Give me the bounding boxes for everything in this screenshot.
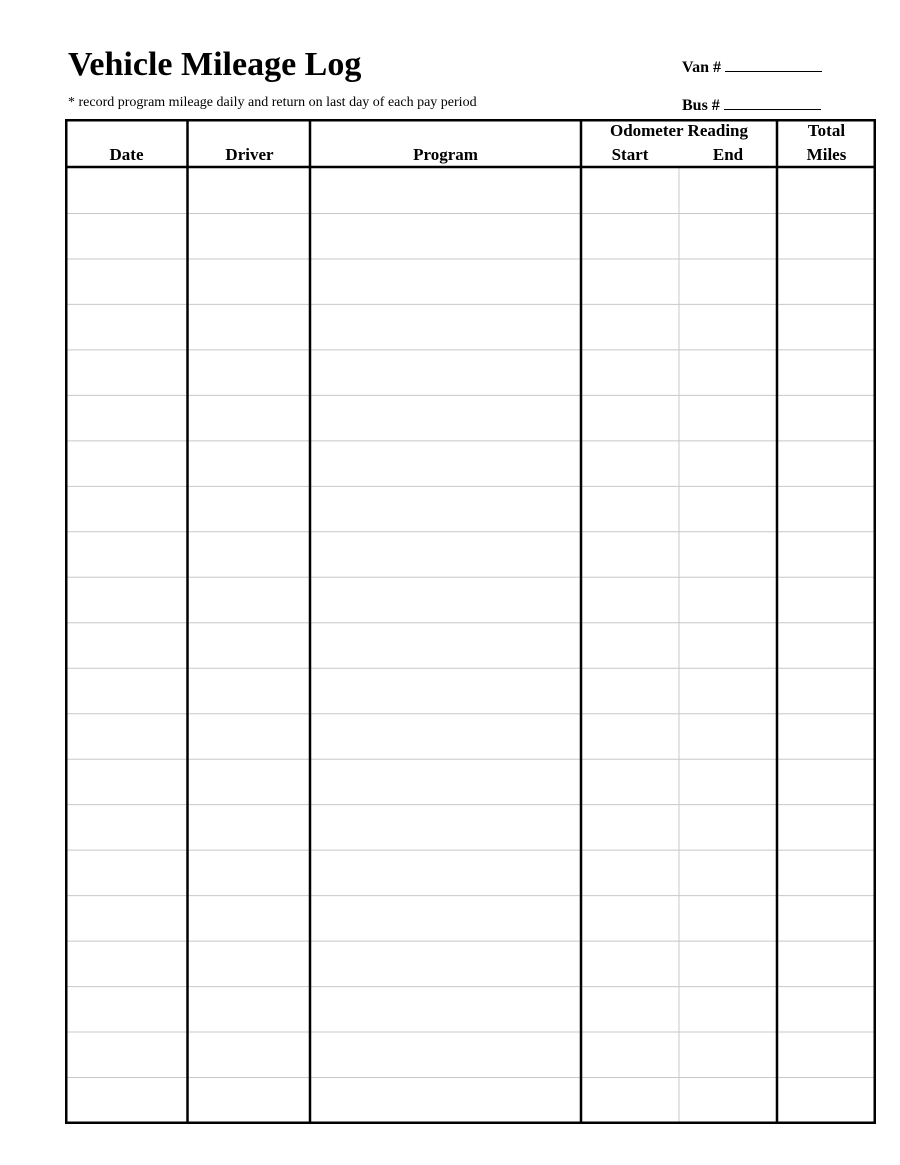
program-cell[interactable]	[310, 304, 581, 349]
date-cell[interactable]	[65, 850, 188, 895]
page-title: Vehicle Mileage Log	[68, 46, 362, 83]
date-cell[interactable]	[65, 941, 188, 986]
bus-label: Bus #	[682, 97, 720, 114]
odometer-start-cell[interactable]	[581, 395, 679, 440]
column-header-odometer: Odometer Reading	[609, 121, 749, 140]
odometer-start-cell[interactable]	[581, 987, 679, 1032]
driver-cell[interactable]	[188, 168, 310, 213]
odometer-start-cell[interactable]	[581, 759, 679, 804]
table-row	[65, 896, 876, 941]
date-cell[interactable]	[65, 304, 188, 349]
odometer-start-cell[interactable]	[581, 486, 679, 531]
table-row	[65, 1032, 876, 1077]
date-cell[interactable]	[65, 213, 188, 258]
driver-cell[interactable]	[188, 532, 310, 577]
total-miles-cell[interactable]	[777, 213, 876, 258]
odometer-start-cell[interactable]	[581, 941, 679, 986]
total-miles-cell[interactable]	[777, 395, 876, 440]
odometer-end-cell[interactable]	[679, 213, 777, 258]
table-row	[65, 168, 876, 213]
instruction-note: * record program mileage daily and return on last day of each pay period	[68, 95, 477, 110]
program-cell[interactable]	[310, 441, 581, 486]
program-cell[interactable]	[310, 395, 581, 440]
odometer-end-cell[interactable]	[679, 668, 777, 713]
table-row	[65, 304, 876, 349]
odometer-end-cell[interactable]	[679, 441, 777, 486]
odometer-start-cell[interactable]	[581, 896, 679, 941]
driver-cell[interactable]	[188, 805, 310, 850]
program-cell[interactable]	[310, 850, 581, 895]
driver-cell[interactable]	[188, 850, 310, 895]
total-miles-cell[interactable]	[777, 896, 876, 941]
program-cell[interactable]	[310, 805, 581, 850]
date-cell[interactable]	[65, 486, 188, 531]
date-cell[interactable]	[65, 623, 188, 668]
total-miles-cell[interactable]	[777, 259, 876, 304]
total-miles-cell[interactable]	[777, 577, 876, 622]
date-cell[interactable]	[65, 395, 188, 440]
table-row	[65, 259, 876, 304]
date-cell[interactable]	[65, 532, 188, 577]
odometer-start-cell[interactable]	[581, 714, 679, 759]
total-miles-cell[interactable]	[777, 168, 876, 213]
driver-cell[interactable]	[188, 759, 310, 804]
program-cell[interactable]	[310, 1078, 581, 1123]
table-row	[65, 350, 876, 395]
column-header-start: Start	[611, 145, 649, 164]
odometer-start-cell[interactable]	[581, 1078, 679, 1123]
odometer-end-cell[interactable]	[679, 759, 777, 804]
total-miles-cell[interactable]	[777, 1078, 876, 1123]
total-miles-cell[interactable]	[777, 1032, 876, 1077]
table-row	[65, 850, 876, 895]
program-cell[interactable]	[310, 1032, 581, 1077]
driver-cell[interactable]	[188, 1078, 310, 1123]
program-cell[interactable]	[310, 350, 581, 395]
driver-cell[interactable]	[188, 213, 310, 258]
program-cell[interactable]	[310, 668, 581, 713]
date-cell[interactable]	[65, 1032, 188, 1077]
total-miles-cell[interactable]	[777, 941, 876, 986]
odometer-start-cell[interactable]	[581, 623, 679, 668]
van-number-blank[interactable]	[725, 57, 822, 72]
table-row	[65, 623, 876, 668]
program-cell[interactable]	[310, 759, 581, 804]
driver-cell[interactable]	[188, 395, 310, 440]
driver-cell[interactable]	[188, 623, 310, 668]
table-row	[65, 805, 876, 850]
date-cell[interactable]	[65, 668, 188, 713]
odometer-start-cell[interactable]	[581, 577, 679, 622]
column-header-date: Date	[109, 145, 144, 164]
odometer-end-cell[interactable]	[679, 714, 777, 759]
program-cell[interactable]	[310, 486, 581, 531]
table-row	[65, 987, 876, 1032]
column-header-program: Program	[413, 145, 478, 164]
bus-number-field[interactable]	[682, 95, 821, 115]
total-miles-cell[interactable]	[777, 850, 876, 895]
driver-cell[interactable]	[188, 441, 310, 486]
odometer-end-cell[interactable]	[679, 259, 777, 304]
column-header-driver: Driver	[225, 145, 274, 164]
date-cell[interactable]	[65, 714, 188, 759]
driver-cell[interactable]	[188, 1032, 310, 1077]
program-cell[interactable]	[310, 532, 581, 577]
total-miles-cell[interactable]	[777, 441, 876, 486]
program-cell[interactable]	[310, 259, 581, 304]
program-cell[interactable]	[310, 623, 581, 668]
column-header-total: Total	[807, 121, 846, 140]
odometer-start-cell[interactable]	[581, 532, 679, 577]
program-cell[interactable]	[310, 168, 581, 213]
odometer-end-cell[interactable]	[679, 941, 777, 986]
odometer-start-cell[interactable]	[581, 805, 679, 850]
table-row	[65, 941, 876, 986]
odometer-start-cell[interactable]	[581, 168, 679, 213]
program-cell[interactable]	[310, 987, 581, 1032]
odometer-start-cell[interactable]	[581, 441, 679, 486]
table-row	[65, 668, 876, 713]
date-cell[interactable]	[65, 168, 188, 213]
column-header-end: End	[712, 145, 744, 164]
mileage-log-table	[65, 119, 876, 1124]
driver-cell[interactable]	[188, 486, 310, 531]
odometer-end-cell[interactable]	[679, 896, 777, 941]
date-cell[interactable]	[65, 577, 188, 622]
program-cell[interactable]	[310, 941, 581, 986]
driver-cell[interactable]	[188, 259, 310, 304]
odometer-end-cell[interactable]	[679, 850, 777, 895]
bus-number-blank[interactable]	[724, 95, 821, 110]
odometer-start-cell[interactable]	[581, 213, 679, 258]
odometer-end-cell[interactable]	[679, 577, 777, 622]
program-cell[interactable]	[310, 577, 581, 622]
program-cell[interactable]	[310, 213, 581, 258]
table-row	[65, 486, 876, 531]
program-cell[interactable]	[310, 714, 581, 759]
driver-cell[interactable]	[188, 577, 310, 622]
table-row	[65, 441, 876, 486]
van-label: Van #	[682, 59, 721, 76]
date-cell[interactable]	[65, 1078, 188, 1123]
odometer-end-cell[interactable]	[679, 1078, 777, 1123]
driver-cell[interactable]	[188, 714, 310, 759]
total-miles-cell[interactable]	[777, 714, 876, 759]
total-miles-cell[interactable]	[777, 623, 876, 668]
column-header-miles: Miles	[806, 145, 847, 164]
odometer-end-cell[interactable]	[679, 168, 777, 213]
table-row	[65, 395, 876, 440]
driver-cell[interactable]	[188, 941, 310, 986]
odometer-end-cell[interactable]	[679, 532, 777, 577]
driver-cell[interactable]	[188, 987, 310, 1032]
total-miles-cell[interactable]	[777, 532, 876, 577]
table-row	[65, 759, 876, 804]
date-cell[interactable]	[65, 805, 188, 850]
date-cell[interactable]	[65, 259, 188, 304]
odometer-end-cell[interactable]	[679, 987, 777, 1032]
program-cell[interactable]	[310, 896, 581, 941]
odometer-end-cell[interactable]	[679, 350, 777, 395]
table-row	[65, 577, 876, 622]
odometer-start-cell[interactable]	[581, 350, 679, 395]
table-row	[65, 714, 876, 759]
odometer-end-cell[interactable]	[679, 395, 777, 440]
odometer-end-cell[interactable]	[679, 486, 777, 531]
odometer-start-cell[interactable]	[581, 850, 679, 895]
date-cell[interactable]	[65, 441, 188, 486]
table-row	[65, 532, 876, 577]
table-body	[65, 168, 876, 1124]
driver-cell[interactable]	[188, 896, 310, 941]
driver-cell[interactable]	[188, 350, 310, 395]
odometer-start-cell[interactable]	[581, 304, 679, 349]
odometer-start-cell[interactable]	[581, 1032, 679, 1077]
date-cell[interactable]	[65, 896, 188, 941]
total-miles-cell[interactable]	[777, 668, 876, 713]
total-miles-cell[interactable]	[777, 805, 876, 850]
odometer-start-cell[interactable]	[581, 259, 679, 304]
driver-cell[interactable]	[188, 668, 310, 713]
total-miles-cell[interactable]	[777, 350, 876, 395]
odometer-end-cell[interactable]	[679, 1032, 777, 1077]
odometer-end-cell[interactable]	[679, 304, 777, 349]
total-miles-cell[interactable]	[777, 304, 876, 349]
van-number-field[interactable]	[682, 57, 822, 77]
odometer-start-cell[interactable]	[581, 668, 679, 713]
table-row	[65, 1078, 876, 1123]
driver-cell[interactable]	[188, 304, 310, 349]
date-cell[interactable]	[65, 987, 188, 1032]
total-miles-cell[interactable]	[777, 987, 876, 1032]
total-miles-cell[interactable]	[777, 486, 876, 531]
date-cell[interactable]	[65, 350, 188, 395]
odometer-end-cell[interactable]	[679, 623, 777, 668]
table-row	[65, 213, 876, 258]
date-cell[interactable]	[65, 759, 188, 804]
odometer-end-cell[interactable]	[679, 805, 777, 850]
total-miles-cell[interactable]	[777, 759, 876, 804]
